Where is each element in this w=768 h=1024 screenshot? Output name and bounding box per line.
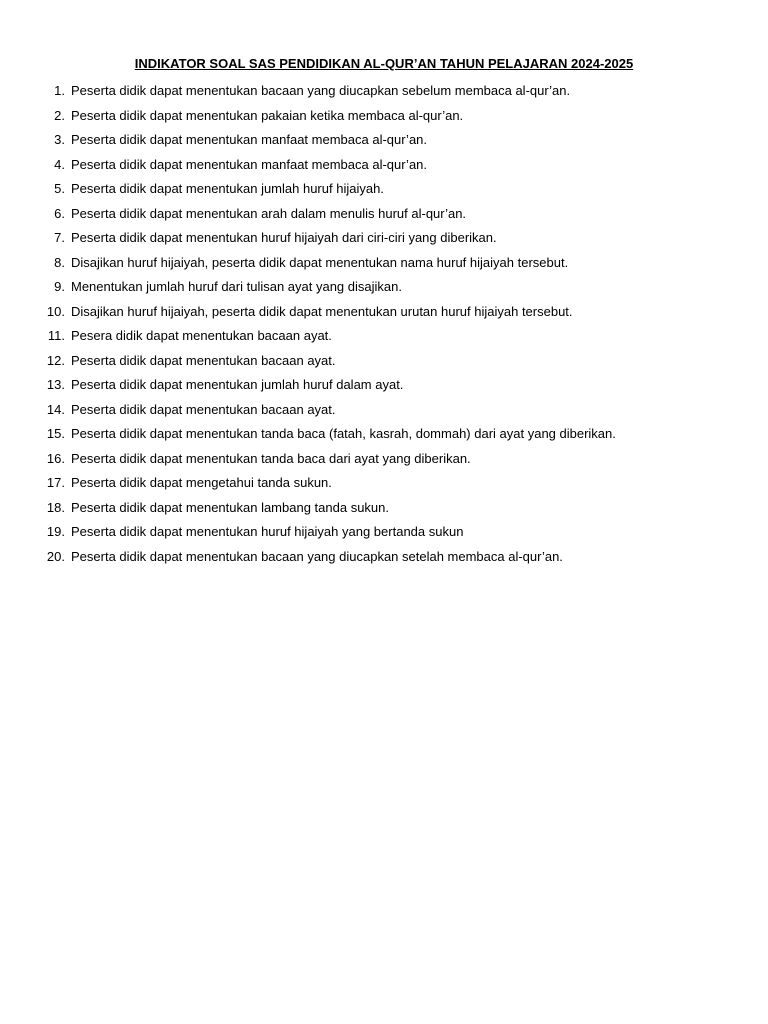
item-text: Peserta didik dapat menentukan jumlah huruf hijaiyah. [71, 181, 384, 196]
item-number: 20. [46, 548, 65, 564]
item-number: 10. [46, 303, 65, 319]
item-text: Menentukan jumlah huruf dari tulisan ayat yang disajikan. [71, 279, 402, 294]
list-item [0, 303, 768, 328]
list-item [0, 352, 768, 377]
list-item [0, 205, 768, 230]
item-text: Peserta didik dapat mengetahui tanda sukun. [71, 475, 332, 490]
item-text: Peserta didik dapat menentukan jumlah huruf dalam ayat. [71, 377, 404, 392]
item-number: 17. [46, 475, 65, 490]
item-number: 19. [46, 524, 65, 539]
list-item [0, 82, 768, 107]
item-number: 5. [54, 181, 65, 196]
item-text: Peserta didik dapat menentukan bacaan ayat. [71, 352, 336, 368]
item-text: Peserta didik dapat menentukan manfaat membaca al-qur’an. [71, 156, 428, 172]
item-number: 1. [54, 83, 65, 98]
list-item [0, 327, 768, 352]
item-text: Pesera didik dapat menentukan bacaan ayat. [71, 328, 332, 343]
item-number: 14. [46, 401, 65, 417]
indicator-list [0, 82, 768, 572]
list-item [0, 523, 768, 548]
list-item [0, 401, 768, 426]
item-text: Peserta didik dapat menentukan bacaan yang diucapkan sebelum membaca al-qur’an. [71, 83, 571, 98]
document-title: INDIKATOR SOAL SAS PENDIDIKAN AL-QUR’AN TAHUN PELAJARAN 2024-2025 [134, 56, 634, 71]
list-item [0, 254, 768, 279]
item-text: Peserta didik dapat menentukan bacaan yang diucapkan setelah membaca al-qur’an. [71, 548, 563, 564]
item-number: 6. [54, 205, 65, 221]
item-text: Peserta didik dapat menentukan pakaian ketika membaca al-qur’an. [71, 107, 464, 123]
item-number: 4. [54, 156, 65, 172]
list-item [0, 131, 768, 156]
item-number: 8. [54, 254, 65, 270]
item-text: Peserta didik dapat menentukan huruf hijaiyah yang bertanda sukun [71, 524, 464, 539]
item-text: Peserta didik dapat menentukan manfaat membaca al-qur’an. [71, 132, 428, 147]
item-number: 11. [47, 328, 65, 343]
item-number: 3. [54, 132, 65, 147]
item-text: Peserta didik dapat menentukan lambang tanda sukun. [71, 499, 389, 515]
list-item [0, 499, 768, 524]
list-item [0, 425, 768, 450]
list-item [0, 229, 768, 254]
list-item [0, 376, 768, 401]
list-item [0, 450, 768, 475]
list-item [0, 548, 768, 573]
item-number: 18. [46, 499, 65, 515]
item-text: Disajikan huruf hijaiyah, peserta didik dapat menentukan nama huruf hijaiyah tersebut. [71, 254, 569, 270]
list-item [0, 180, 768, 205]
item-text: Disajikan huruf hijaiyah, peserta didik dapat menentukan urutan huruf hijaiyah tersebut. [71, 303, 573, 319]
item-number: 16. [46, 450, 65, 466]
list-item [0, 278, 768, 303]
item-text: Peserta didik dapat menentukan tanda baca dari ayat yang diberikan. [71, 450, 471, 466]
list-item [0, 156, 768, 181]
item-number: 7. [54, 230, 65, 245]
item-number: 2. [54, 107, 65, 123]
item-text: Peserta didik dapat menentukan arah dalam menulis huruf al-qur’an. [71, 205, 467, 221]
item-text: Peserta didik dapat menentukan bacaan ayat. [71, 401, 336, 417]
item-text: Peserta didik dapat menentukan huruf hijaiyah dari ciri-ciri yang diberikan. [71, 230, 497, 245]
item-number: 13. [46, 377, 65, 392]
item-text: Peserta didik dapat menentukan tanda baca (fatah, kasrah, dommah) dari ayat yang diberikan. [71, 426, 616, 441]
list-item [0, 107, 768, 132]
list-item [0, 474, 768, 499]
item-number: 9. [54, 279, 65, 294]
item-number: 15. [46, 426, 65, 441]
item-number: 12. [46, 352, 65, 368]
